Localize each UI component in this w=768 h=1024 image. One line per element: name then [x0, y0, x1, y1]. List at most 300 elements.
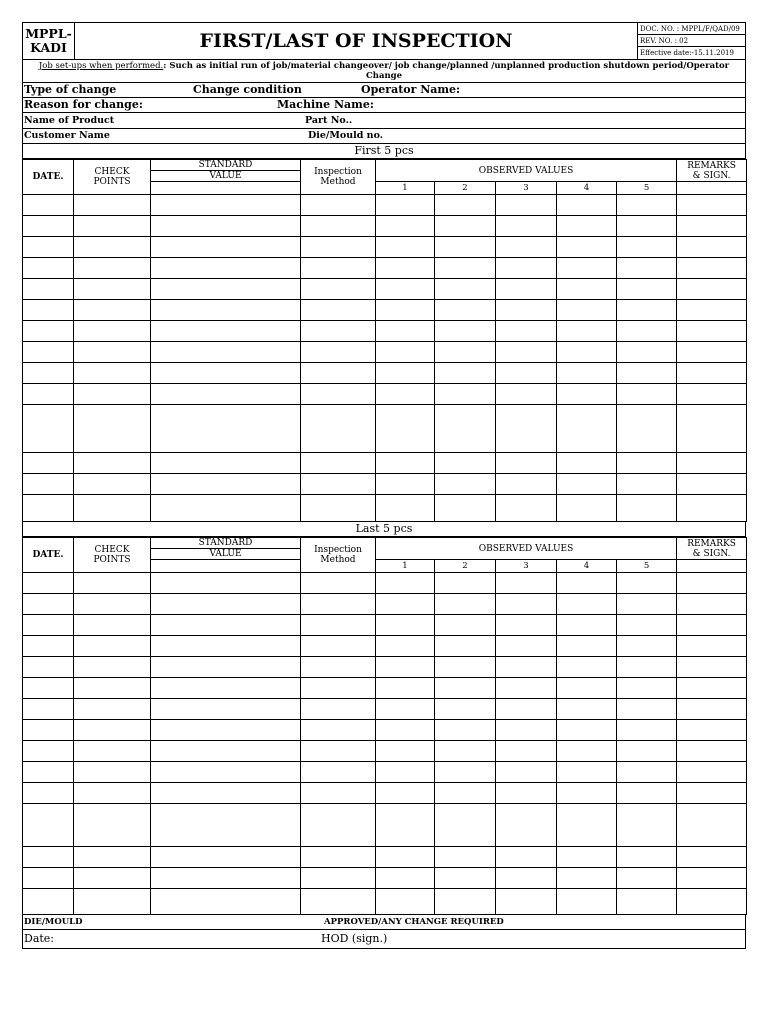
entry-cell[interactable] [496, 237, 557, 258]
entry-cell[interactable] [677, 847, 747, 868]
entry-cell[interactable] [23, 321, 74, 342]
entry-cell[interactable] [23, 762, 74, 783]
entry-cell[interactable] [23, 868, 74, 889]
entry-cell[interactable] [301, 678, 376, 699]
entry-cell[interactable] [74, 847, 151, 868]
entry-cell[interactable] [23, 363, 74, 384]
entry-cell[interactable] [151, 342, 301, 363]
entry-cell[interactable] [435, 279, 496, 300]
entry-cell[interactable] [376, 342, 435, 363]
entry-cell[interactable] [74, 678, 151, 699]
entry-cell[interactable] [435, 678, 496, 699]
entry-cell[interactable] [301, 720, 376, 741]
entry-cell[interactable] [496, 321, 557, 342]
entry-cell[interactable] [74, 573, 151, 594]
entry-cell[interactable] [301, 258, 376, 279]
entry-cell[interactable] [74, 762, 151, 783]
entry-cell[interactable] [301, 573, 376, 594]
entry-cell[interactable] [151, 573, 301, 594]
entry-cell[interactable] [376, 699, 435, 720]
operator-name-label: Operator Name: [361, 83, 461, 96]
entry-cell[interactable] [23, 384, 74, 405]
entry-cell[interactable] [376, 573, 435, 594]
entry-cell[interactable] [151, 615, 301, 636]
entry-cell[interactable] [496, 804, 557, 847]
entry-cell[interactable] [496, 699, 557, 720]
entry-cell[interactable] [435, 342, 496, 363]
entry-cell[interactable] [301, 384, 376, 405]
table-row [23, 847, 747, 868]
entry-cell[interactable] [617, 237, 677, 258]
entry-cell[interactable] [301, 889, 376, 915]
entry-cell[interactable] [74, 720, 151, 741]
entry-cell[interactable] [557, 783, 617, 804]
entry-cell[interactable] [617, 363, 677, 384]
entry-cell[interactable] [435, 741, 496, 762]
entry-cell[interactable] [376, 321, 435, 342]
entry-cell[interactable] [617, 258, 677, 279]
entry-cell[interactable] [677, 804, 747, 847]
entry-cell[interactable] [23, 636, 74, 657]
entry-cell[interactable] [74, 657, 151, 678]
entry-cell[interactable] [496, 495, 557, 522]
entry-cell[interactable] [677, 573, 747, 594]
entry-cell[interactable] [301, 868, 376, 889]
entry-cell[interactable] [617, 657, 677, 678]
entry-cell[interactable] [557, 453, 617, 474]
entry-cell[interactable] [677, 657, 747, 678]
entry-cell[interactable] [301, 699, 376, 720]
entry-cell[interactable] [23, 889, 74, 915]
entry-cell[interactable] [151, 321, 301, 342]
entry-cell[interactable] [677, 384, 747, 405]
entry-cell[interactable] [496, 405, 557, 453]
table-row [23, 741, 747, 762]
entry-cell[interactable] [74, 741, 151, 762]
entry-cell[interactable] [435, 847, 496, 868]
entry-cell[interactable] [74, 279, 151, 300]
entry-cell[interactable] [617, 384, 677, 405]
entry-cell[interactable] [23, 657, 74, 678]
entry-cell[interactable] [677, 741, 747, 762]
entry-cell[interactable] [151, 495, 301, 522]
entry-cell[interactable] [496, 741, 557, 762]
entry-cell[interactable] [151, 889, 301, 915]
entry-cell[interactable] [557, 868, 617, 889]
entry-cell[interactable] [151, 237, 301, 258]
entry-cell[interactable] [151, 279, 301, 300]
entry-cell[interactable] [557, 474, 617, 495]
entry-cell[interactable] [435, 594, 496, 615]
entry-cell[interactable] [496, 453, 557, 474]
effective-date: Effective date:-15.11.2019 [640, 49, 734, 57]
entry-cell[interactable] [557, 889, 617, 915]
entry-cell[interactable] [496, 636, 557, 657]
entry-cell[interactable] [435, 573, 496, 594]
entry-cell[interactable] [23, 474, 74, 495]
entry-cell[interactable] [376, 363, 435, 384]
entry-cell[interactable] [677, 762, 747, 783]
entry-cell[interactable] [376, 868, 435, 889]
entry-cell[interactable] [301, 762, 376, 783]
entry-cell[interactable] [557, 342, 617, 363]
entry-cell[interactable] [677, 216, 747, 237]
entry-cell[interactable] [376, 804, 435, 847]
entry-cell[interactable] [617, 847, 677, 868]
entry-cell[interactable] [435, 868, 496, 889]
entry-cell[interactable] [301, 195, 376, 216]
entry-cell[interactable] [74, 474, 151, 495]
entry-cell[interactable] [151, 363, 301, 384]
entry-cell[interactable] [376, 657, 435, 678]
entry-cell[interactable] [435, 363, 496, 384]
entry-cell[interactable] [74, 216, 151, 237]
entry-cell[interactable] [617, 594, 677, 615]
entry-cell[interactable] [74, 804, 151, 847]
entry-cell[interactable] [677, 363, 747, 384]
entry-cell[interactable] [376, 216, 435, 237]
entry-cell[interactable] [496, 868, 557, 889]
value-header: VALUE [151, 549, 301, 560]
entry-cell[interactable] [617, 720, 677, 741]
entry-cell[interactable] [151, 636, 301, 657]
entry-cell[interactable] [496, 762, 557, 783]
entry-cell[interactable] [617, 783, 677, 804]
entry-cell[interactable] [23, 195, 74, 216]
entry-cell[interactable] [435, 453, 496, 474]
entry-cell[interactable] [301, 474, 376, 495]
entry-cell[interactable] [23, 804, 74, 847]
entry-cell[interactable] [496, 474, 557, 495]
entry-cell[interactable] [677, 321, 747, 342]
entry-cell[interactable] [617, 699, 677, 720]
entry-cell[interactable] [677, 636, 747, 657]
entry-cell[interactable] [23, 783, 74, 804]
entry-cell[interactable] [301, 453, 376, 474]
entry-cell[interactable] [301, 741, 376, 762]
entry-cell[interactable] [435, 474, 496, 495]
entry-cell[interactable] [151, 847, 301, 868]
entry-cell[interactable] [301, 237, 376, 258]
entry-cell[interactable] [301, 657, 376, 678]
entry-cell[interactable] [435, 804, 496, 847]
entry-cell[interactable] [557, 636, 617, 657]
entry-cell[interactable] [435, 783, 496, 804]
entry-cell[interactable] [435, 384, 496, 405]
entry-cell[interactable] [301, 804, 376, 847]
entry-cell[interactable] [617, 495, 677, 522]
entry-cell[interactable] [557, 258, 617, 279]
entry-cell[interactable] [74, 615, 151, 636]
entry-cell[interactable] [151, 868, 301, 889]
entry-cell[interactable] [23, 453, 74, 474]
entry-cell[interactable] [74, 342, 151, 363]
entry-cell[interactable] [301, 279, 376, 300]
entry-cell[interactable] [435, 216, 496, 237]
entry-cell[interactable] [74, 237, 151, 258]
entry-cell[interactable] [557, 237, 617, 258]
entry-cell[interactable] [617, 474, 677, 495]
entry-cell[interactable] [677, 699, 747, 720]
table-row [23, 279, 747, 300]
entry-cell[interactable] [557, 657, 617, 678]
entry-cell[interactable] [435, 720, 496, 741]
entry-cell[interactable] [617, 615, 677, 636]
entry-cell[interactable] [617, 678, 677, 699]
entry-cell[interactable] [151, 804, 301, 847]
entry-cell[interactable] [617, 342, 677, 363]
entry-cell[interactable] [151, 657, 301, 678]
entry-cell[interactable] [677, 868, 747, 889]
entry-cell[interactable] [376, 594, 435, 615]
entry-cell[interactable] [557, 363, 617, 384]
entry-cell[interactable] [496, 720, 557, 741]
entry-cell[interactable] [617, 573, 677, 594]
entry-cell[interactable] [301, 594, 376, 615]
entry-cell[interactable] [376, 300, 435, 321]
entry-cell[interactable] [23, 720, 74, 741]
entry-cell[interactable] [376, 195, 435, 216]
entry-cell[interactable] [376, 847, 435, 868]
entry-cell[interactable] [435, 300, 496, 321]
entry-cell[interactable] [617, 279, 677, 300]
entry-cell[interactable] [376, 889, 435, 915]
entry-cell[interactable] [496, 363, 557, 384]
entry-cell[interactable] [677, 615, 747, 636]
entry-cell[interactable] [23, 741, 74, 762]
entry-cell[interactable] [677, 405, 747, 453]
entry-cell[interactable] [617, 321, 677, 342]
entry-cell[interactable] [496, 783, 557, 804]
entry-cell[interactable] [151, 384, 301, 405]
entry-cell[interactable] [557, 573, 617, 594]
entry-cell[interactable] [23, 405, 74, 453]
entry-cell[interactable] [496, 847, 557, 868]
entry-cell[interactable] [496, 342, 557, 363]
entry-cell[interactable] [376, 453, 435, 474]
entry-cell[interactable] [23, 678, 74, 699]
entry-cell[interactable] [74, 258, 151, 279]
entry-cell[interactable] [496, 657, 557, 678]
entry-cell[interactable] [557, 847, 617, 868]
entry-cell[interactable] [496, 615, 557, 636]
entry-cell[interactable] [496, 279, 557, 300]
entry-cell[interactable] [496, 300, 557, 321]
entry-cell[interactable] [617, 405, 677, 453]
entry-cell[interactable] [74, 405, 151, 453]
entry-cell[interactable] [496, 195, 557, 216]
entry-cell[interactable] [496, 594, 557, 615]
entry-cell[interactable] [74, 363, 151, 384]
entry-cell[interactable] [23, 573, 74, 594]
entry-cell[interactable] [677, 453, 747, 474]
entry-cell[interactable] [301, 495, 376, 522]
entry-cell[interactable] [617, 868, 677, 889]
entry-cell[interactable] [376, 279, 435, 300]
entry-cell[interactable] [557, 300, 617, 321]
entry-cell[interactable] [557, 594, 617, 615]
entry-cell[interactable] [435, 889, 496, 915]
entry-cell[interactable] [151, 453, 301, 474]
entry-cell[interactable] [557, 762, 617, 783]
entry-cell[interactable] [557, 804, 617, 847]
entry-cell[interactable] [496, 889, 557, 915]
entry-cell[interactable] [557, 279, 617, 300]
entry-cell[interactable] [677, 279, 747, 300]
entry-cell[interactable] [677, 237, 747, 258]
entry-cell[interactable] [376, 258, 435, 279]
entry-cell[interactable] [301, 636, 376, 657]
entry-cell[interactable] [435, 321, 496, 342]
entry-cell[interactable] [376, 741, 435, 762]
entry-cell[interactable] [376, 762, 435, 783]
entry-cell[interactable] [435, 237, 496, 258]
entry-cell[interactable] [376, 615, 435, 636]
entry-cell[interactable] [496, 258, 557, 279]
entry-cell[interactable] [435, 405, 496, 453]
entry-cell[interactable] [496, 573, 557, 594]
entry-cell[interactable] [151, 699, 301, 720]
entry-cell[interactable] [496, 216, 557, 237]
entry-cell[interactable] [435, 657, 496, 678]
entry-cell[interactable] [74, 453, 151, 474]
entry-cell[interactable] [23, 594, 74, 615]
entry-cell[interactable] [74, 321, 151, 342]
entry-cell[interactable] [74, 594, 151, 615]
entry-cell[interactable] [435, 615, 496, 636]
entry-cell[interactable] [23, 847, 74, 868]
entry-cell[interactable] [151, 678, 301, 699]
entry-cell[interactable] [301, 216, 376, 237]
entry-cell[interactable] [677, 594, 747, 615]
entry-cell[interactable] [23, 237, 74, 258]
entry-cell[interactable] [151, 762, 301, 783]
entry-cell[interactable] [74, 868, 151, 889]
entry-cell[interactable] [74, 889, 151, 915]
entry-cell[interactable] [376, 636, 435, 657]
entry-cell[interactable] [301, 342, 376, 363]
entry-cell[interactable] [301, 363, 376, 384]
entry-cell[interactable] [23, 699, 74, 720]
entry-cell[interactable] [677, 300, 747, 321]
entry-cell[interactable] [557, 216, 617, 237]
entry-cell[interactable] [376, 237, 435, 258]
entry-cell[interactable] [557, 405, 617, 453]
table-row [23, 657, 747, 678]
entry-cell[interactable] [677, 783, 747, 804]
entry-cell[interactable] [557, 615, 617, 636]
entry-cell[interactable] [151, 783, 301, 804]
entry-cell[interactable] [677, 195, 747, 216]
entry-cell[interactable] [677, 720, 747, 741]
entry-cell[interactable] [301, 847, 376, 868]
entry-cell[interactable] [617, 636, 677, 657]
job-setup-note-label: Job set-ups when performed. [38, 61, 164, 71]
entry-cell[interactable] [151, 594, 301, 615]
entry-cell[interactable] [617, 300, 677, 321]
entry-cell[interactable] [74, 699, 151, 720]
entry-cell[interactable] [23, 615, 74, 636]
entry-cell[interactable] [74, 300, 151, 321]
entry-cell[interactable] [376, 384, 435, 405]
entry-cell[interactable] [557, 741, 617, 762]
entry-cell[interactable] [74, 636, 151, 657]
entry-cell[interactable] [557, 495, 617, 522]
entry-cell[interactable] [617, 804, 677, 847]
entry-cell[interactable] [151, 300, 301, 321]
entry-cell[interactable] [23, 300, 74, 321]
entry-cell[interactable] [496, 384, 557, 405]
entry-cell[interactable] [557, 195, 617, 216]
entry-cell[interactable] [677, 678, 747, 699]
entry-cell[interactable] [151, 405, 301, 453]
entry-cell[interactable] [617, 741, 677, 762]
entry-cell[interactable] [376, 678, 435, 699]
entry-cell[interactable] [677, 889, 747, 915]
entry-cell[interactable] [74, 195, 151, 216]
entry-cell[interactable] [435, 636, 496, 657]
entry-cell[interactable] [376, 783, 435, 804]
entry-cell[interactable] [74, 384, 151, 405]
entry-cell[interactable] [23, 495, 74, 522]
entry-cell[interactable] [677, 495, 747, 522]
entry-cell[interactable] [617, 889, 677, 915]
entry-cell[interactable] [557, 384, 617, 405]
entry-cell[interactable] [376, 720, 435, 741]
entry-cell[interactable] [74, 783, 151, 804]
entry-cell[interactable] [301, 783, 376, 804]
entry-cell[interactable] [557, 678, 617, 699]
entry-cell[interactable] [677, 342, 747, 363]
entry-cell[interactable] [151, 195, 301, 216]
entry-cell[interactable] [23, 279, 74, 300]
entry-cell[interactable] [301, 405, 376, 453]
entry-cell[interactable] [617, 195, 677, 216]
entry-cell[interactable] [151, 474, 301, 495]
entry-cell[interactable] [301, 300, 376, 321]
entry-cell[interactable] [151, 216, 301, 237]
entry-cell[interactable] [23, 342, 74, 363]
entry-cell[interactable] [376, 405, 435, 453]
entry-cell[interactable] [557, 699, 617, 720]
entry-cell[interactable] [151, 258, 301, 279]
entry-cell[interactable] [435, 195, 496, 216]
entry-cell[interactable] [23, 216, 74, 237]
entry-cell[interactable] [496, 678, 557, 699]
entry-cell[interactable] [301, 615, 376, 636]
entry-cell[interactable] [617, 762, 677, 783]
entry-cell[interactable] [376, 495, 435, 522]
entry-cell[interactable] [301, 321, 376, 342]
entry-cell[interactable] [435, 495, 496, 522]
entry-cell[interactable] [435, 258, 496, 279]
entry-cell[interactable] [557, 321, 617, 342]
table-row [23, 258, 747, 279]
entry-cell[interactable] [677, 474, 747, 495]
entry-cell[interactable] [435, 699, 496, 720]
observed-values-header: OBSERVED VALUES [376, 160, 677, 182]
entry-cell[interactable] [617, 216, 677, 237]
entry-cell[interactable] [557, 720, 617, 741]
entry-cell[interactable] [23, 258, 74, 279]
entry-cell[interactable] [74, 495, 151, 522]
entry-cell[interactable] [617, 453, 677, 474]
entry-cell[interactable] [151, 720, 301, 741]
entry-cell[interactable] [435, 762, 496, 783]
entry-cell[interactable] [151, 741, 301, 762]
entry-cell[interactable] [376, 474, 435, 495]
entry-cell[interactable] [677, 258, 747, 279]
